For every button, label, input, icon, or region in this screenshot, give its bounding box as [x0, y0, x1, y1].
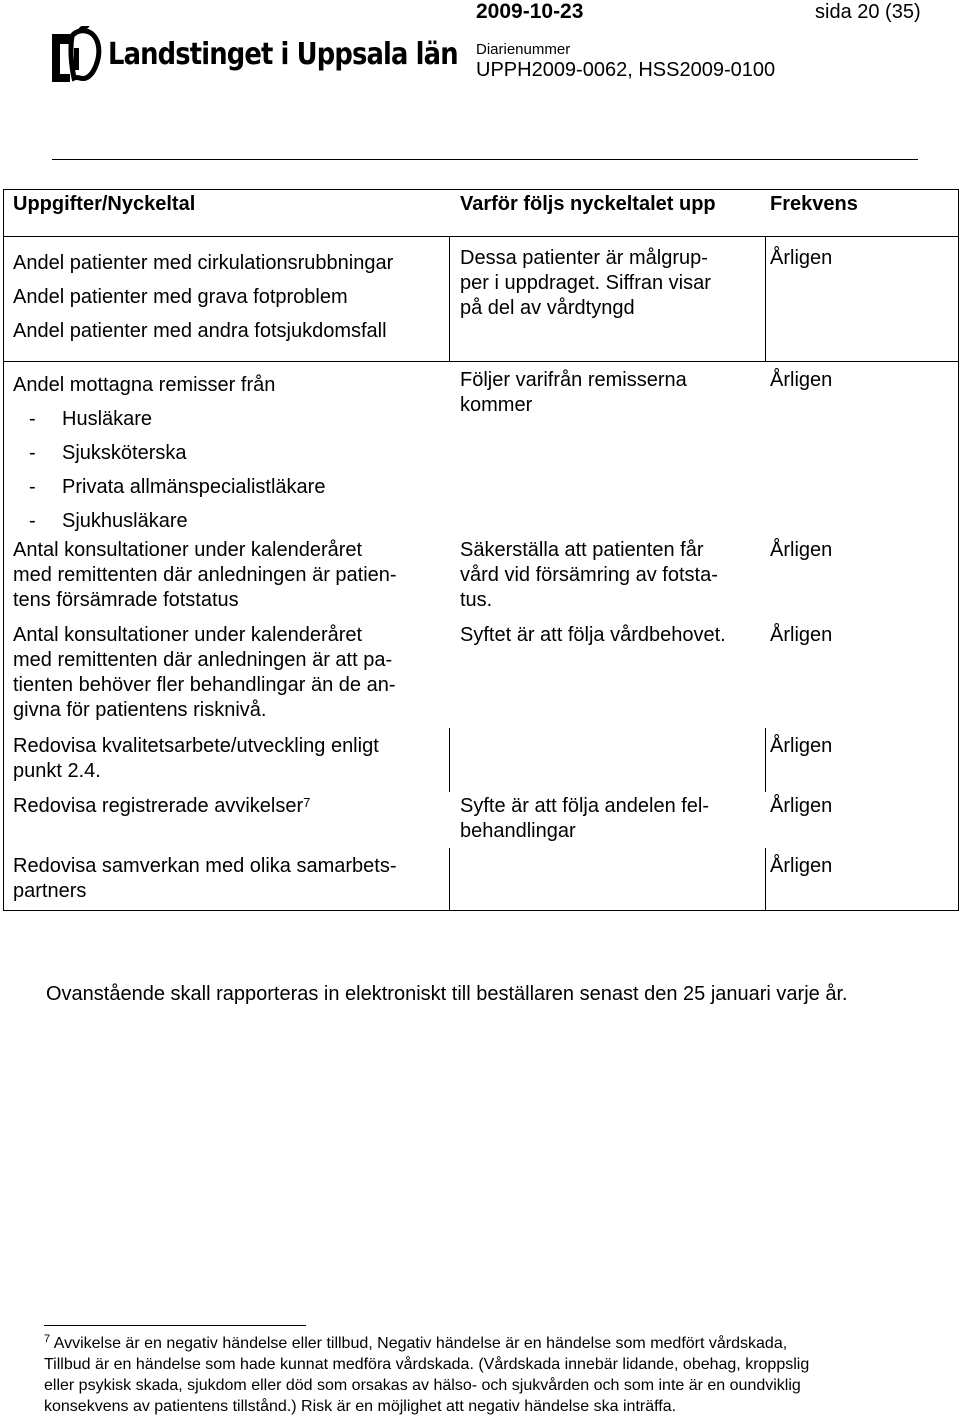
list-item: - Husläkare: [29, 408, 153, 430]
column-divider: [765, 728, 766, 792]
footnote: $^7$ Avvikelse är en negativ händelse eller tillbud, Negativ händelse är en händelse som medfört vårdskada, Tillbud är en händelse som hade kunnat medföra vårdskada. (Vårdskada innebär lidande, obehag, kroppslig eller psykisk skada, sjukdom eller död som orsakas av hälso- och sjukvården och som inte är en oundviklig konsekvens av patientens tillstånd.) Risk är en möjlighet att negativ händelse ska inträffa.: [44, 1333, 810, 1415]
table-row-frequency: Årligen: [770, 247, 833, 269]
diarie-label: Diarienummer: [476, 41, 571, 58]
table-row-task: Antal konsultationer under kalenderåret med remittenten där anledningen är att pa- tienten behöver fler behandlingar än de an- givna för patientens risknivå.: [13, 624, 396, 721]
table-row-frequency: Årligen: [770, 855, 833, 877]
table-row-task: Andel mottagna remisser från - Husläkare - Sjuksköterska - Privata allmänspecialistläkare - Sjukhusläkare: [13, 368, 325, 538]
table-row-task: Redovisa samverkan med olika samarbets- partners: [13, 855, 397, 902]
table-row-reason: Syfte är att följa andelen fel- behandlingar: [460, 795, 710, 842]
header-divider: [3, 236, 959, 237]
column-divider: [765, 848, 766, 911]
table-row-reason: Säkerställa att patienten får vård vid försämring av fotsta- tus.: [460, 539, 718, 611]
org-logo: [44, 24, 515, 84]
column-header: Uppgifter/Nyckeltal: [13, 193, 196, 215]
indicator-table: [3, 189, 959, 911]
page-number: sida 20 (35): [815, 1, 921, 23]
reporting-note: Ovanstående skall rapporteras in elektroniskt till beställaren senast den 25 januari varje år.: [46, 983, 848, 1005]
table-row-task: Redovisa kvalitetsarbete/utveckling enligt punkt 2.4.: [13, 735, 379, 782]
table-row-task: Andel patienter med cirkulationsrubbningar Andel patienter med grava fotproblem Andel patienter med andra fotsjukdomsfall: [13, 252, 394, 342]
column-divider: [449, 236, 450, 361]
table-row-reason: Syftet är att följa vårdbehovet.: [460, 624, 726, 646]
list-item: - Privata allmänspecialistläkare: [29, 476, 326, 498]
column-divider: [765, 236, 766, 361]
list-item: - Sjukhusläkare: [29, 510, 188, 532]
apple-logo-icon: [44, 26, 102, 82]
table-row-task: Redovisa registrerade avvikelser$^7$: [13, 795, 311, 817]
header-rule: [52, 159, 918, 160]
column-header: Frekvens: [770, 193, 858, 215]
footnote-ref: 7: [303, 795, 311, 810]
footnote-number: 7: [44, 1333, 51, 1345]
column-header: Varför följs nyckeltalet upp: [460, 193, 716, 215]
footnote-rule: [44, 1325, 306, 1326]
table-row-frequency: Årligen: [770, 624, 833, 646]
row-divider: [3, 361, 959, 362]
column-divider: [449, 728, 450, 792]
table-row-frequency: Årligen: [770, 539, 833, 561]
table-row-frequency: Årligen: [770, 795, 833, 817]
org-name: Landstinget i Uppsala län: [108, 36, 458, 72]
list-item: - Sjuksköterska: [29, 442, 187, 464]
diarie-number: UPPH2009-0062, HSS2009-0100: [476, 59, 776, 81]
column-divider: [449, 848, 450, 911]
table-row-task: Antal konsultationer under kalenderåret med remittenten där anledningen är patien- tens försämrade fotstatus: [13, 539, 397, 611]
table-row-reason: Dessa patienter är målgrup- per i uppdraget. Siffran visar på del av vårdtyngd: [460, 247, 711, 319]
table-row-frequency: Årligen: [770, 735, 833, 757]
table-row-frequency: Årligen: [770, 369, 833, 391]
table-row-reason: Följer varifrån remisserna kommer: [460, 369, 687, 416]
document-date: 2009-10-23: [476, 0, 584, 23]
